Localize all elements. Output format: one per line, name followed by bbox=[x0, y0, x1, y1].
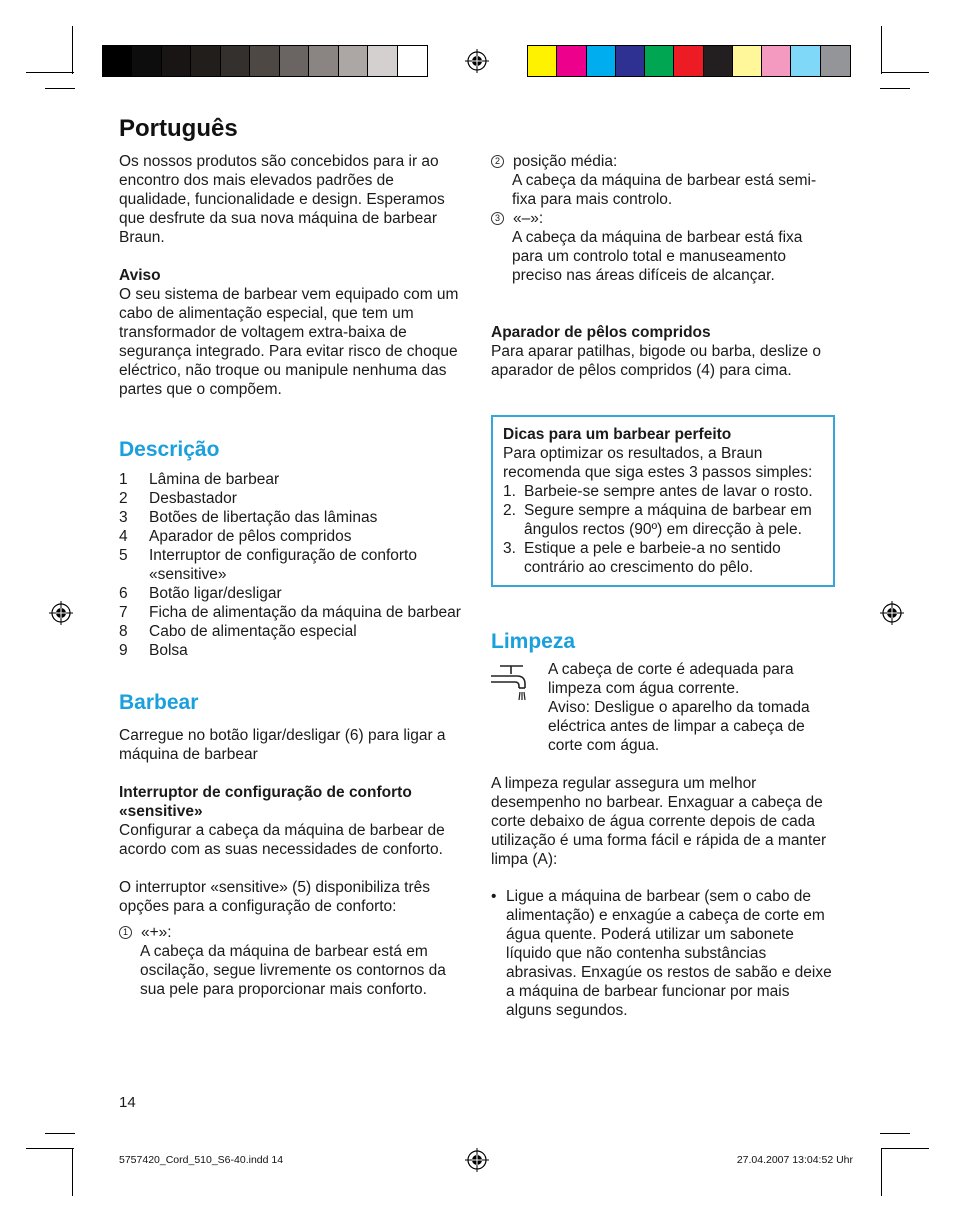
page-number: 14 bbox=[119, 1094, 136, 1111]
limpeza-bullet bbox=[491, 887, 836, 1020]
tip-item bbox=[503, 482, 823, 501]
descricao-item bbox=[119, 546, 464, 584]
tip-item bbox=[503, 539, 823, 577]
limpeza-icon-aviso: Aviso: Desligue o aparelho da tomada eléctrica antes de limpar a cabeça de corte com água. bbox=[548, 699, 810, 754]
option-3 bbox=[491, 209, 836, 285]
item-text: Aparador de pêlos compridos bbox=[149, 528, 352, 545]
registration-mark-icon bbox=[465, 49, 489, 73]
right-column bbox=[491, 152, 836, 1020]
page-title: Português bbox=[119, 115, 238, 142]
descricao-item bbox=[119, 489, 464, 508]
color-swatch bbox=[674, 46, 703, 76]
aparador-heading: Aparador de pêlos compridos bbox=[491, 324, 711, 341]
descricao-item bbox=[119, 508, 464, 527]
color-swatch bbox=[528, 46, 557, 76]
barbear-heading: Barbear bbox=[119, 691, 199, 714]
tips-intro: Para optimizar os resultados, a Braun recomenda que siga estes 3 passos simples: bbox=[503, 445, 813, 481]
tip-number: 2. bbox=[503, 502, 516, 519]
item-number: 9 bbox=[119, 642, 128, 659]
item-number: 3 bbox=[119, 509, 128, 526]
item-number: 1 bbox=[119, 471, 128, 488]
grayscale-color-bar bbox=[102, 45, 428, 77]
color-swatch bbox=[280, 46, 309, 76]
circled-number: 1 bbox=[119, 926, 132, 939]
footer-date: 27.04.2007 13:04:52 Uhr bbox=[736, 1154, 853, 1166]
aparador-paragraph: Para aparar patilhas, bigode ou barba, deslize o aparador de pêlos compridos (4) para cima. bbox=[491, 343, 822, 379]
item-text: Cabo de alimentação especial bbox=[149, 623, 357, 640]
tip-number: 1. bbox=[503, 483, 516, 500]
color-swatch bbox=[791, 46, 820, 76]
tip-text: Segure sempre a máquina de barbear em ângulos rectos (90º) em direcção à pele. bbox=[524, 502, 812, 538]
color-swatch bbox=[309, 46, 338, 76]
tip-text: Barbeie-se sempre antes de lavar o rosto. bbox=[524, 483, 813, 500]
item-number: 5 bbox=[119, 547, 128, 564]
color-swatch bbox=[339, 46, 368, 76]
switch-paragraph: Configurar a cabeça da máquina de barbear de acordo com as suas necessidades de conforto. bbox=[119, 822, 445, 858]
limpeza-icon-text: A cabeça de corte é adequada para limpeza com água corrente. bbox=[548, 661, 794, 697]
tip-number: 3. bbox=[503, 540, 516, 557]
item-number: 2 bbox=[119, 490, 128, 507]
descricao-item bbox=[119, 527, 464, 546]
color-swatch bbox=[704, 46, 733, 76]
color-swatch bbox=[191, 46, 220, 76]
item-text: Botões de libertação das lâminas bbox=[149, 509, 378, 526]
tip-item bbox=[503, 501, 823, 539]
item-number: 6 bbox=[119, 585, 128, 602]
color-swatch bbox=[103, 46, 132, 76]
item-text: Bolsa bbox=[149, 642, 188, 659]
descricao-item bbox=[119, 584, 464, 603]
water-tap-icon bbox=[491, 662, 532, 704]
process-color-bar bbox=[527, 45, 851, 77]
registration-mark-icon bbox=[49, 601, 73, 625]
left-column bbox=[119, 114, 464, 999]
limpeza-paragraph: A limpeza regular assegura um melhor desempenho no barbear. Enxaguar a cabeça de corte debaixo de água corrente depois de cada utilização é uma forma fácil e rápida de a manter limpa (A): bbox=[491, 775, 827, 868]
water-tap-note bbox=[491, 660, 836, 755]
item-text: Botão ligar/desligar bbox=[149, 585, 282, 602]
descricao-item bbox=[119, 622, 464, 641]
item-number: 8 bbox=[119, 623, 128, 640]
item-number: 4 bbox=[119, 528, 128, 545]
descricao-item bbox=[119, 641, 464, 660]
color-swatch bbox=[557, 46, 586, 76]
color-swatch bbox=[587, 46, 616, 76]
item-text: Lâmina de barbear bbox=[149, 471, 280, 488]
color-swatch bbox=[162, 46, 191, 76]
descricao-heading: Descrição bbox=[119, 438, 220, 461]
color-swatch bbox=[368, 46, 397, 76]
limpeza-bullet-text: Ligue a máquina de barbear (sem o cabo de alimentação) e enxagúe a cabeça de corte em água quente. Poderá utilizar um sabonete líquido que não contenha substâncias abrasivas. Enxagúe os restos de sabão e deixe a máquina de barbear funcionar por mais alguns segundos. bbox=[506, 888, 832, 1019]
option-text: A cabeça da máquina de barbear está semi-fixa para mais controlo. bbox=[512, 172, 817, 208]
intro-paragraph: Os nossos produtos são concebidos para ir ao encontro dos mais elevados padrões de qualidade, funcionalidade e design. Esperamos que desfrute da sua nova máquina de barbear Braun. bbox=[119, 153, 445, 246]
option-text: A cabeça da máquina de barbear está em oscilação, segue livremente os contornos da sua pele para proporcionar mais conforto. bbox=[140, 943, 446, 998]
item-text: Desbastador bbox=[149, 490, 237, 507]
options-intro: O interruptor «sensitive» (5) disponibiliza três opções para a configuração de conforto: bbox=[119, 879, 430, 915]
color-swatch bbox=[398, 46, 427, 76]
option-label: «+»: bbox=[141, 924, 172, 941]
circled-number: 2 bbox=[491, 155, 504, 168]
color-swatch bbox=[250, 46, 279, 76]
limpeza-heading: Limpeza bbox=[491, 630, 576, 653]
descricao-item bbox=[119, 470, 464, 489]
aviso-paragraph: O seu sistema de barbear vem equipado com um cabo de alimentação especial, que tem um transformador de voltagem extra-baixa de segurança integrado. Para evitar risco de choque eléctrico, não troque ou manipule nenhuma das partes que o compõem. bbox=[119, 286, 459, 398]
color-swatch bbox=[762, 46, 791, 76]
tips-heading: Dicas para um barbear perfeito bbox=[503, 426, 732, 443]
item-text: Interruptor de configuração de conforto «sensitive» bbox=[149, 547, 417, 583]
item-number: 7 bbox=[119, 604, 128, 621]
item-text: Ficha de alimentação da máquina de barbear bbox=[149, 604, 461, 621]
switch-heading: Interruptor de configuração de conforto «sensitive» bbox=[119, 784, 412, 820]
option-label: «–»: bbox=[513, 210, 544, 227]
color-swatch bbox=[132, 46, 161, 76]
aviso-heading: Aviso bbox=[119, 267, 161, 284]
tip-text: Estique a pele e barbeie-a no sentido contrário ao crescimento do pêlo. bbox=[524, 540, 781, 576]
color-swatch bbox=[821, 46, 850, 76]
option-2 bbox=[491, 152, 836, 209]
registration-mark-icon bbox=[880, 601, 904, 625]
color-swatch bbox=[221, 46, 250, 76]
option-text: A cabeça da máquina de barbear está fixa para um controlo total e manuseamento preciso nas áreas difíceis de alcançar. bbox=[512, 229, 803, 284]
barbear-paragraph: Carregue no botão ligar/desligar (6) para ligar a máquina de barbear bbox=[119, 727, 446, 763]
option-1 bbox=[119, 923, 464, 999]
descricao-list bbox=[119, 470, 464, 660]
color-swatch bbox=[733, 46, 762, 76]
descricao-item bbox=[119, 603, 464, 622]
bullet-dot: • bbox=[491, 888, 497, 905]
registration-mark-icon bbox=[465, 1148, 489, 1172]
tips-box bbox=[491, 415, 835, 587]
color-swatch bbox=[616, 46, 645, 76]
circled-number: 3 bbox=[491, 212, 504, 225]
option-label: posição média: bbox=[513, 153, 618, 170]
footer-file: 5757420_Cord_510_S6-40.indd 14 bbox=[119, 1154, 284, 1166]
color-swatch bbox=[645, 46, 674, 76]
tips-list bbox=[503, 482, 823, 577]
